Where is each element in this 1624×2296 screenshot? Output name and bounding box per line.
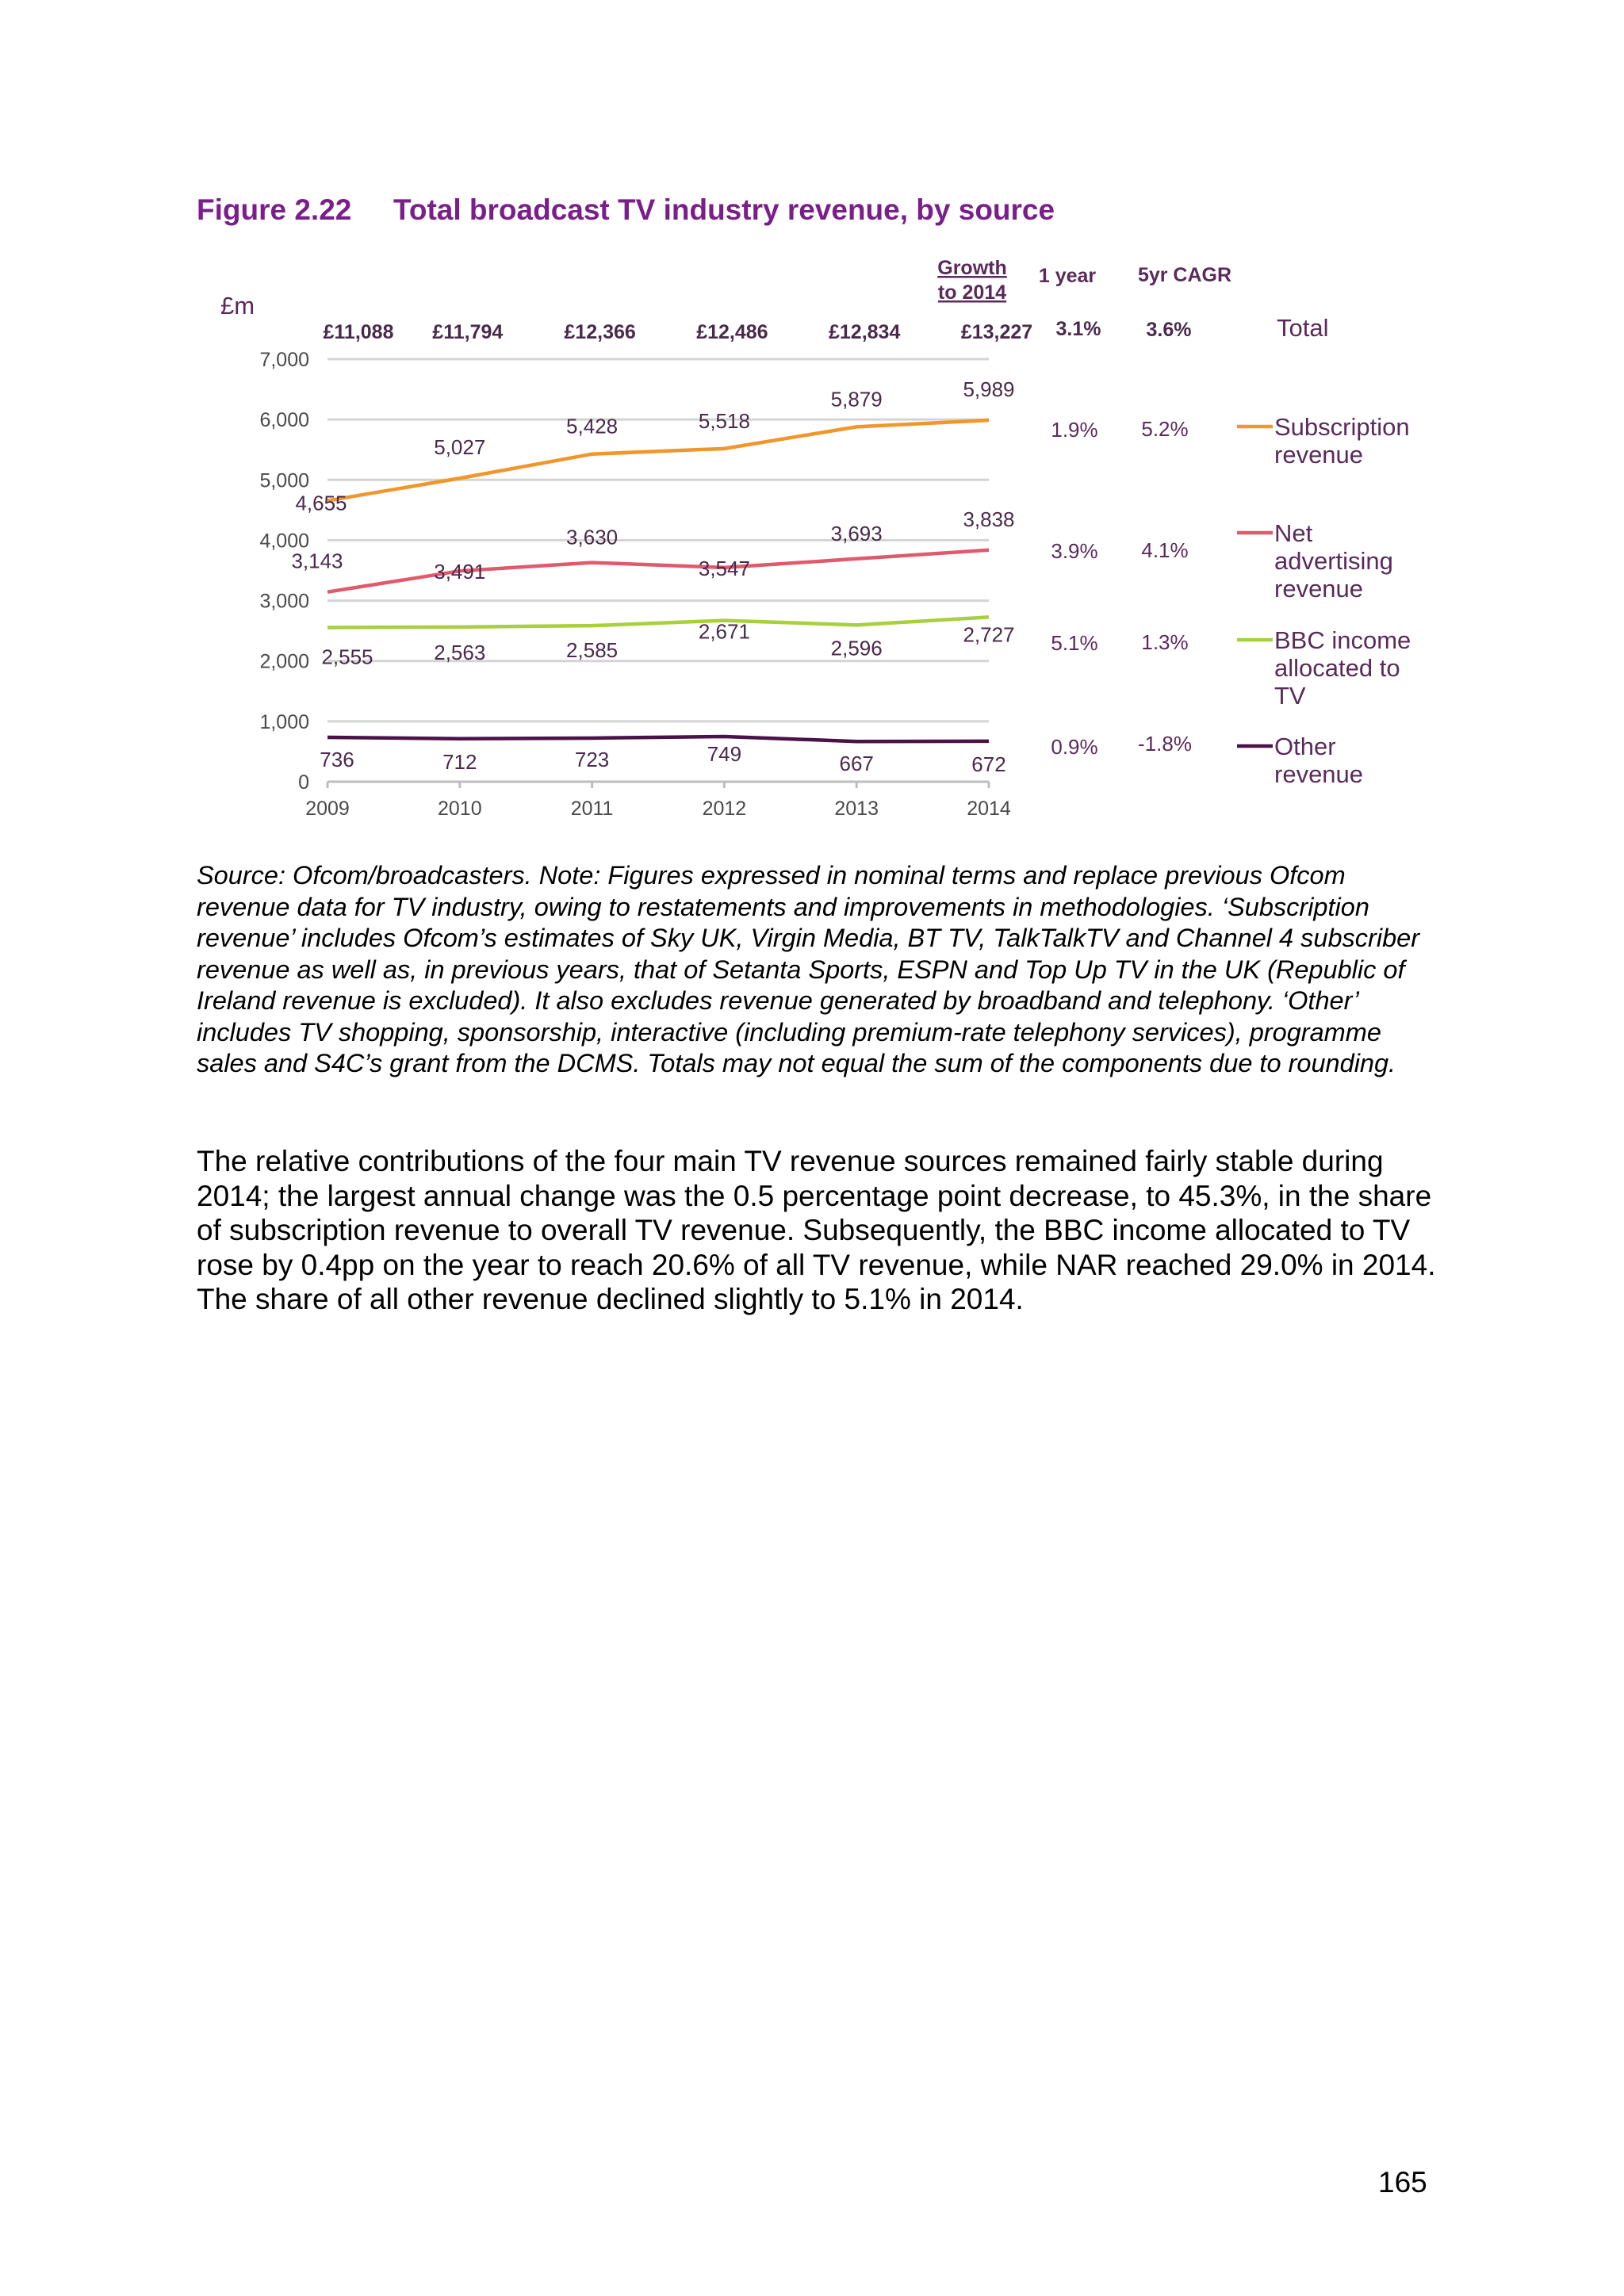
series-line bbox=[327, 737, 989, 741]
data-label: 3,838 bbox=[963, 507, 1015, 531]
series-line bbox=[327, 617, 989, 627]
y-tick-label: 0 bbox=[298, 771, 309, 794]
x-tick-label: 2009 bbox=[305, 798, 350, 820]
data-label: 736 bbox=[320, 747, 354, 771]
x-tick-label: 2012 bbox=[702, 798, 747, 820]
growth-col1-header: 1 year bbox=[1038, 265, 1097, 287]
total-value: £12,486 bbox=[696, 321, 768, 343]
growth-1yr-value: 0.9% bbox=[1051, 735, 1098, 759]
data-label: 2,596 bbox=[830, 636, 883, 660]
chart-gridlines bbox=[327, 359, 989, 721]
growth-cagr-value: -1.8% bbox=[1138, 732, 1192, 756]
data-label: 712 bbox=[442, 749, 477, 774]
data-label: 5,989 bbox=[963, 377, 1015, 401]
legend-label: revenue bbox=[1274, 575, 1364, 603]
growth-1yr-value: 3.9% bbox=[1051, 539, 1098, 563]
series-line bbox=[327, 420, 989, 501]
y-axis-unit-label: £m bbox=[220, 292, 255, 320]
data-label: 2,671 bbox=[698, 619, 750, 644]
chart-series bbox=[327, 420, 989, 741]
x-tick-label: 2014 bbox=[967, 798, 1011, 820]
growth-cagr-value: 4.1% bbox=[1141, 538, 1189, 562]
x-tick-label: 2010 bbox=[437, 798, 482, 820]
figure-caption: Total broadcast TV industry revenue, by source bbox=[393, 193, 1055, 226]
legend-label: allocated to bbox=[1274, 654, 1400, 682]
data-label: 5,027 bbox=[434, 435, 486, 460]
source-note: Source: Ofcom/broadcasters. Note: Figures expressed in nominal terms and replace previous Ofcom revenue data for TV industry, owing to restatements and improvements in methodologies. ‘Subscription revenue’ includes Ofcom’s estimates of Sky UK, Virgin Media, BT TV, TalkTalkTV and Channel 4 subscriber revenue as well as, in previous years, that of Setanta Sports, ESPN and Top Up TV in the UK (Republic of Ireland revenue is excluded). It also excludes revenue generated by broadband and telephony. ‘Other’ includes TV shopping, sponsorship, interactive (including premium-rate telephony services), programme sales and S4C’s grant from the DCMS. Totals may not equal the sum of the components due to rounding. bbox=[197, 861, 1420, 1077]
growth-cagr-value: 5.2% bbox=[1141, 417, 1189, 441]
total-cagr-5yr: 3.6% bbox=[1146, 319, 1192, 341]
data-label: 3,491 bbox=[434, 560, 486, 584]
data-label: 4,655 bbox=[295, 491, 347, 515]
legend-label: revenue bbox=[1274, 760, 1364, 788]
legend-label: Subscription bbox=[1274, 413, 1410, 441]
growth-1yr-value: 5.1% bbox=[1051, 631, 1098, 655]
data-label: 723 bbox=[574, 747, 610, 771]
growth-header: Growth bbox=[937, 257, 1007, 279]
legend-label: Other bbox=[1274, 733, 1336, 760]
total-growth-1yr: 3.1% bbox=[1055, 318, 1101, 340]
data-label: 5,879 bbox=[830, 387, 883, 411]
data-label: 3,547 bbox=[698, 556, 750, 580]
y-tick-label: 2,000 bbox=[259, 650, 309, 673]
data-label: 667 bbox=[839, 752, 874, 776]
y-tick-label: 4,000 bbox=[259, 530, 309, 553]
page-number: 165 bbox=[1378, 2166, 1427, 2198]
total-value: £13,227 bbox=[960, 321, 1033, 343]
revenue-line-chart bbox=[0, 0, 1624, 856]
data-label: 3,693 bbox=[830, 521, 883, 545]
data-label: 2,585 bbox=[566, 638, 619, 663]
legend-label: TV bbox=[1274, 682, 1306, 710]
legend-label: revenue bbox=[1274, 441, 1364, 469]
total-row bbox=[324, 321, 1033, 343]
x-tick-label: 2013 bbox=[834, 798, 879, 820]
total-value: £12,366 bbox=[564, 321, 636, 343]
chart-data-labels bbox=[291, 377, 1014, 776]
y-tick-label: 3,000 bbox=[259, 590, 309, 613]
legend-label: BBC income bbox=[1274, 626, 1411, 654]
total-row-label: Total bbox=[1277, 314, 1329, 342]
growth-col2-header: 5yr CAGR bbox=[1137, 264, 1232, 286]
total-value: £12,834 bbox=[829, 321, 901, 343]
figure-number: Figure 2.22 bbox=[197, 193, 352, 226]
data-label: 5,518 bbox=[698, 408, 750, 433]
total-value: £11,794 bbox=[432, 321, 504, 343]
growth-1yr-value: 1.9% bbox=[1051, 418, 1098, 442]
data-label: 3,143 bbox=[291, 549, 343, 573]
legend-label: Net bbox=[1274, 519, 1313, 547]
data-label: 2,563 bbox=[434, 640, 486, 664]
data-label: 672 bbox=[971, 752, 1006, 776]
y-tick-label: 1,000 bbox=[259, 710, 309, 733]
total-value: £11,088 bbox=[323, 321, 394, 343]
series-line bbox=[327, 550, 989, 592]
data-label: 5,428 bbox=[566, 414, 619, 438]
legend-label: advertising bbox=[1274, 547, 1393, 575]
growth-header: to 2014 bbox=[937, 281, 1007, 304]
y-tick-label: 6,000 bbox=[259, 409, 309, 432]
y-tick-label: 5,000 bbox=[259, 469, 309, 492]
data-label: 2,555 bbox=[321, 645, 373, 669]
data-label: 3,630 bbox=[566, 525, 619, 549]
data-label: 2,727 bbox=[963, 622, 1015, 647]
chart-legend bbox=[1237, 413, 1411, 788]
x-tick-label: 2011 bbox=[570, 798, 614, 820]
x-axis bbox=[305, 782, 1011, 820]
data-label: 749 bbox=[707, 741, 742, 766]
growth-cagr-value: 1.3% bbox=[1141, 630, 1189, 654]
y-tick-label: 7,000 bbox=[259, 349, 309, 371]
body-paragraph: The relative contributions of the four main TV revenue sources remained fairly stable during 2014; the largest annual change was the 0.5 percentage point decrease, to 45.3%, in the share of subscription revenue to overall TV revenue. Subsequently, the BBC income allocated to TV rose by 0.4pp on the year to reach 20.6% of all TV revenue, while NAR reached 29.0% in 2014. The share of all other revenue declined slightly to 5.1% in 2014. bbox=[197, 1145, 1436, 1315]
